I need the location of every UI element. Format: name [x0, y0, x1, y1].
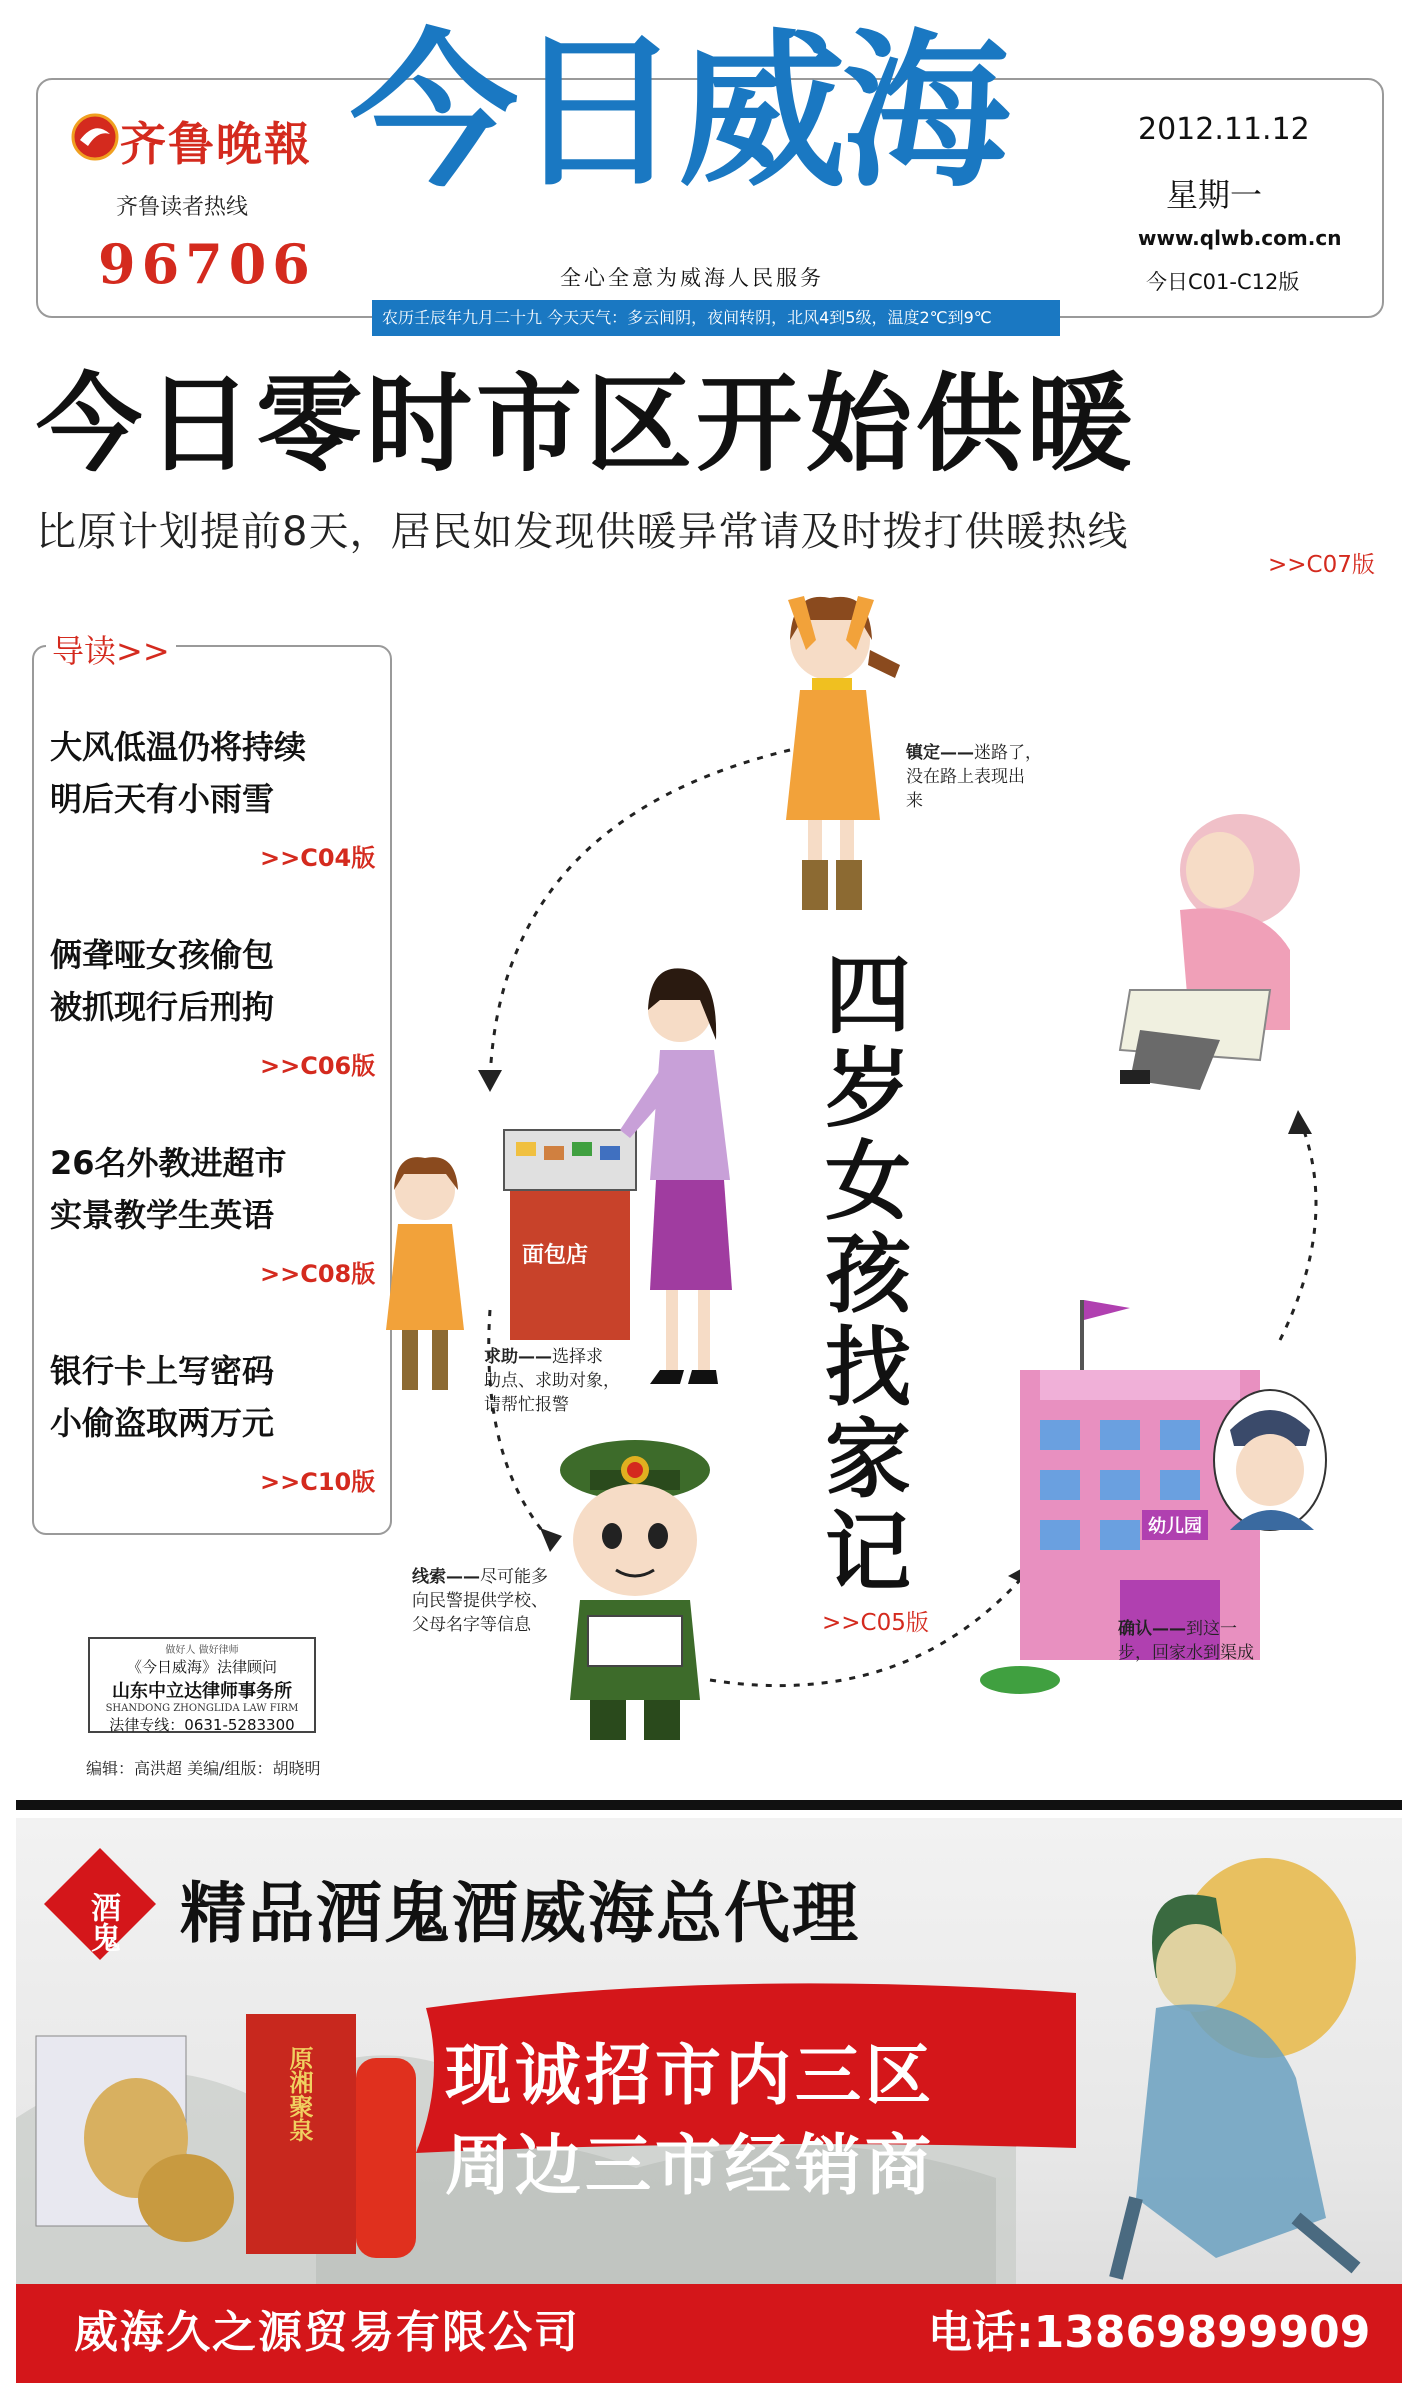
issue-weekday: 星期一	[1166, 176, 1263, 214]
caption-help: 求助——选择求 助点、求助对象， 请帮忙报警	[484, 1347, 620, 1415]
newspaper-logo-icon	[70, 112, 120, 162]
caption-calm: 镇定——迷路了， 没在路上表现出 来	[906, 743, 1042, 811]
feature-page-ref[interactable]: >>C05版	[822, 1610, 929, 1636]
ad-top-rule	[16, 1800, 1402, 1810]
guide-title: 导读>>	[46, 626, 176, 672]
hotline-number: 96706	[98, 232, 316, 296]
guide-item-3-line1[interactable]: 26名外教进超市	[50, 1144, 287, 1182]
arrow-head-icon	[478, 1070, 502, 1092]
kindergarten-sign: 幼儿园	[1142, 1510, 1208, 1540]
girl-calm-figure	[786, 596, 900, 910]
paper-title: 今日威海	[350, 14, 1006, 210]
guide-item-2-ref[interactable]: >>C06版	[260, 1052, 376, 1080]
ad-recruit-line-1: 现诚招市内三区	[445, 2037, 935, 2114]
law-firm-box	[88, 1637, 316, 1733]
bakery-sign: 面包店	[522, 1243, 589, 1268]
guide-item-2-line1[interactable]: 俩聋哑女孩偷包	[50, 936, 275, 974]
law-firm-english: SHANDONG ZHONGLIDA LAW FIRM	[105, 1703, 299, 1714]
ad-company-name: 威海久之源贸易有限公司	[74, 2307, 580, 2358]
ad-recruit-line-2: 周边三市经销商	[445, 2127, 935, 2204]
main-subheadline: 比原计划提前8天，居民如发现供暖异常请及时拨打供暖热线	[36, 509, 1129, 555]
edition-range: 今日C01-C12版	[1146, 270, 1300, 294]
guide-item-4-line2[interactable]: 小偷盗取两万元	[50, 1404, 275, 1442]
path-arrow-4	[1280, 1120, 1316, 1340]
ghost-figure	[1116, 1858, 1356, 2278]
guide-item-3-line2[interactable]: 实景教学生英语	[50, 1196, 275, 1234]
law-tagline: 做好人 做好律师	[165, 1645, 239, 1656]
policeman-figure	[560, 1440, 710, 1740]
ad-seal-text: 酒鬼	[85, 1892, 120, 1952]
arrow-head-icon	[1288, 1110, 1312, 1134]
caption-confirm: 确认——到这一 步，回家水到渠成	[1118, 1619, 1254, 1663]
hotline-label: 齐鲁读者热线	[116, 195, 249, 220]
feature-title[interactable]: 四岁女孩找家记	[825, 946, 911, 1604]
guide-item-1-line1[interactable]: 大风低温仍将持续	[50, 728, 307, 766]
guide-item-1-ref[interactable]: >>C04版	[260, 844, 376, 872]
bakery-counter	[504, 1130, 636, 1340]
guide-item-2-line2[interactable]: 被抓现行后刑拘	[50, 988, 275, 1026]
website-link[interactable]: www.qlwb.com.cn	[1138, 226, 1342, 250]
law-firm-name: 山东中立达律师事务所	[112, 1681, 292, 1702]
law-phone: 法律专线：0631-5283300	[109, 1716, 295, 1734]
ad-brand-line: 精品酒鬼酒威海总代理	[180, 1875, 860, 1952]
ad-phone-number[interactable]: 电话:13869899909	[928, 2307, 1371, 2358]
path-arrow-1	[490, 750, 790, 1080]
guide-item-4-line1[interactable]: 银行卡上写密码	[50, 1352, 275, 1390]
girl-help-figure	[386, 1157, 464, 1390]
caption-clue: 线索——尽可能多 向民警提供学校、 父母名字等信息	[412, 1567, 548, 1635]
issue-date: 2012.11.12	[1138, 112, 1310, 147]
path-arrow-2	[489, 1310, 550, 1540]
main-headline[interactable]: 今日零时市区开始供暖	[36, 363, 1136, 486]
weather-bar: 农历壬辰年九月二十九 今天天气：多云间阴，夜间转阴，北风4到5级，温度2℃到9℃	[372, 300, 1060, 336]
girl-reading-photo	[1120, 814, 1300, 1090]
credits: 编辑：高洪超 美编/组版：胡晓明	[86, 1759, 321, 1778]
law-title: 《今日威海》法律顾问	[126, 1658, 277, 1676]
arrow-head-icon	[540, 1528, 562, 1552]
newspaper-logo-text: 齐鲁晚報	[120, 117, 312, 171]
guide-item-1-line2[interactable]: 明后天有小雨雪	[50, 780, 275, 818]
guide-item-4-ref[interactable]: >>C10版	[260, 1468, 376, 1496]
headline-page-ref[interactable]: >>C07版	[1268, 552, 1375, 578]
paper-slogan: 全心全意为威海人民服务	[560, 266, 824, 290]
ad-bottle-label: 原湘聚泉	[285, 2046, 313, 2142]
security-guard-figure	[1214, 1390, 1326, 1530]
guide-item-3-ref[interactable]: >>C08版	[260, 1260, 376, 1288]
